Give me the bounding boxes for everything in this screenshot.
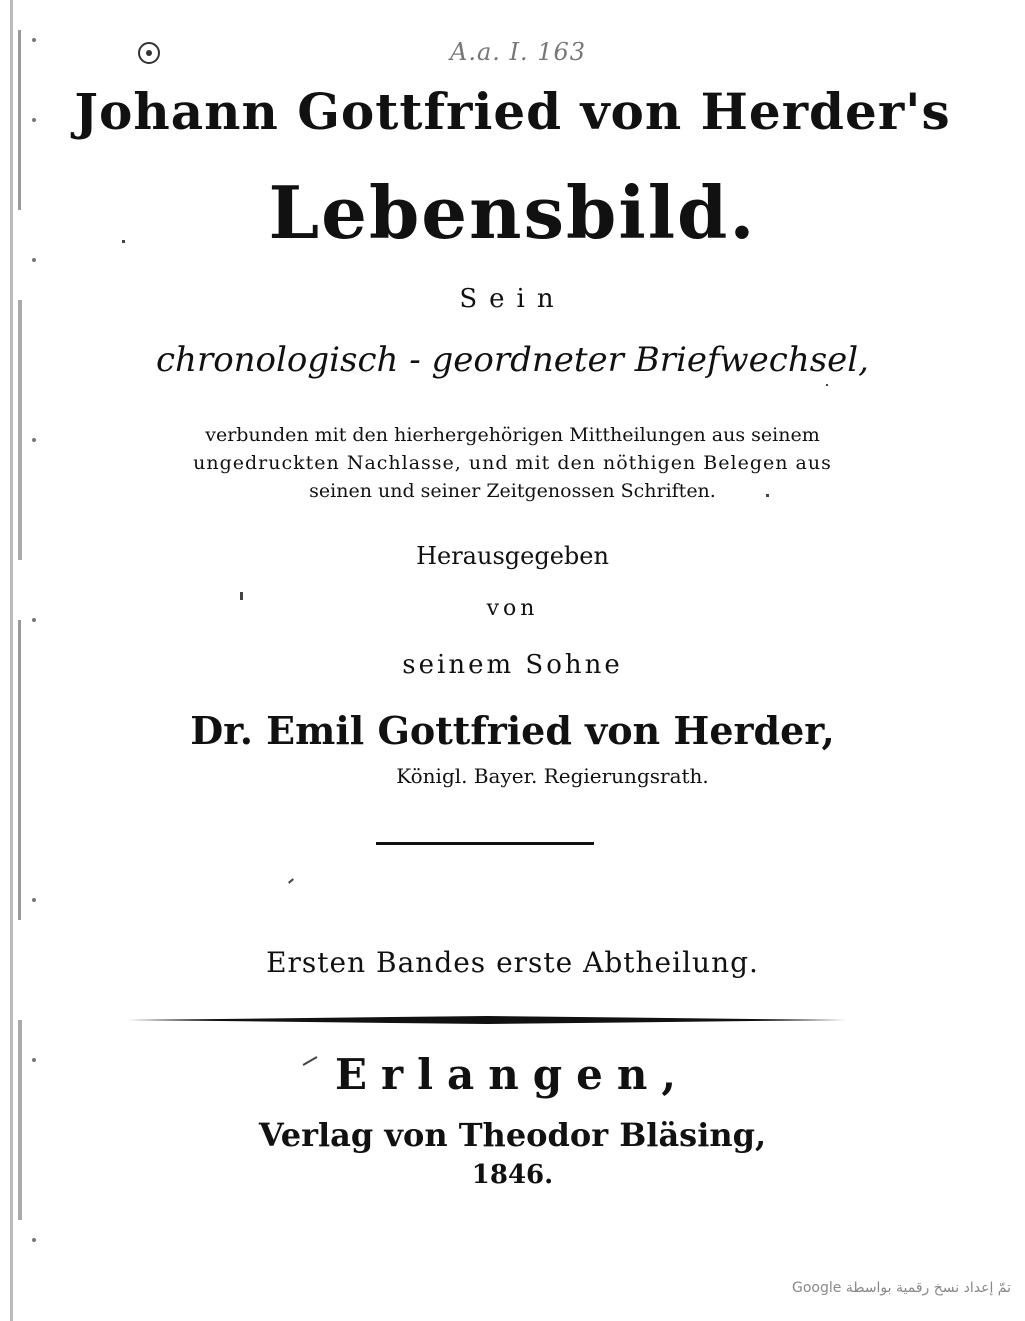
ink-speck bbox=[240, 592, 243, 600]
digitization-notice: تمّ إعداد نسخ رقمية بواسطة Google bbox=[792, 1280, 1011, 1296]
editor-von: von bbox=[486, 596, 539, 621]
imprint-place: Erlangen, bbox=[334, 1050, 691, 1099]
description-line-1: verbunden mit den hierhergehörigen Mittheilungen aus seinem bbox=[205, 424, 820, 446]
editor-rank: Königl. Bayer. Regierungsrath. bbox=[396, 764, 709, 788]
shelfmark: A.a. I. 163 bbox=[450, 38, 587, 66]
ink-speck bbox=[122, 240, 125, 243]
subtitle-sein: Sein bbox=[459, 284, 566, 314]
ink-speck bbox=[826, 384, 828, 386]
volume-statement: Ersten Bandes erste Abtheilung. bbox=[266, 946, 759, 979]
circle-dot-icon bbox=[138, 42, 160, 64]
editor-name: Dr. Emil Gottfried von Herder, bbox=[190, 708, 835, 753]
editor-sohne: seinem Sohne bbox=[402, 650, 623, 680]
ink-speck bbox=[766, 494, 769, 497]
subtitle-main: chronologisch - geordneter Briefwechsel, bbox=[156, 340, 869, 380]
title-line-2: Lebensbild. bbox=[268, 170, 757, 255]
imprint-publisher: Verlag von Theodor Bläsing, bbox=[258, 1116, 767, 1154]
ink-speck bbox=[288, 878, 294, 883]
divider-long bbox=[128, 1016, 846, 1024]
divider-short bbox=[376, 842, 594, 845]
title-line-1: Johann Gottfried von Herder's bbox=[74, 82, 951, 141]
editor-herausgegeben: Herausgegeben bbox=[416, 542, 609, 570]
imprint-year: 1846. bbox=[471, 1160, 554, 1190]
description-line-3: seinen und seiner Zeitgenossen Schriften. bbox=[309, 480, 716, 502]
description-line-2: ungedruckten Nachlasse, und mit den nöthigen Belegen aus bbox=[193, 452, 832, 474]
